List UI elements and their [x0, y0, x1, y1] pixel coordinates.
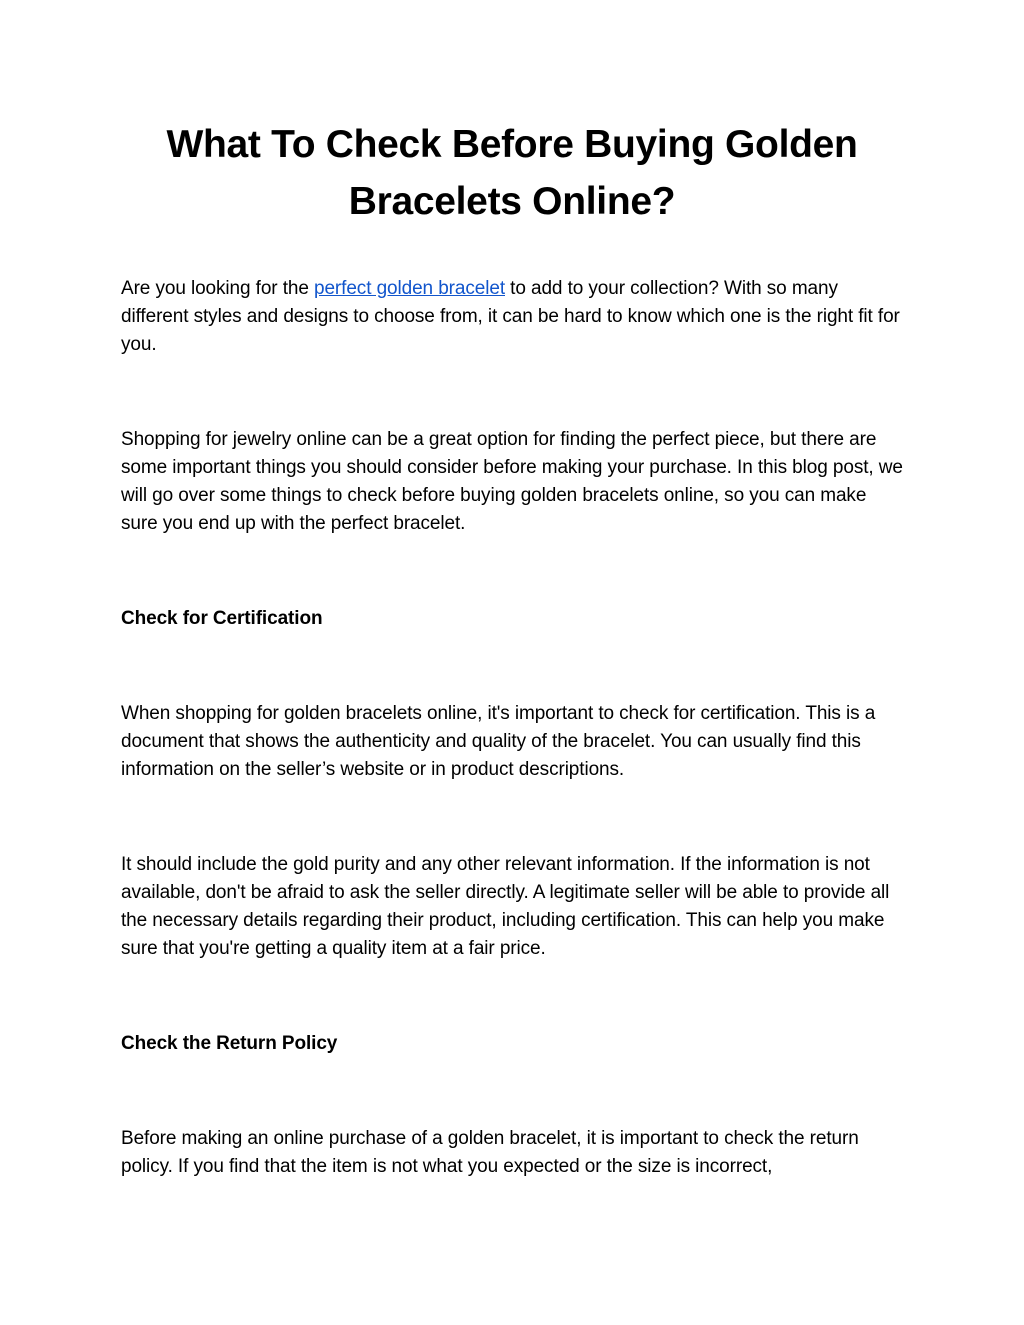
document-title: What To Check Before Buying Golden Bracelets Online? — [166, 123, 858, 223]
shopping-paragraph: Shopping for jewelry online can be a great option for finding the perfect piece, but there are some important things you should consider before making your purchase. In this blog post, we will go over some things to check before buying golden bracelets online, so you can make sure you end up with the perfect bracelet. — [121, 429, 903, 534]
return-policy-heading: Check the Return Policy — [121, 1033, 338, 1054]
perfect-golden-bracelet-link[interactable]: perfect golden bracelet — [314, 278, 505, 299]
intro-text-before-link: Are you looking for the — [121, 278, 314, 299]
return-policy-paragraph-1: Before making an online purchase of a golden bracelet, it is important to check the return policy. If you find that the item is not what you expected or the size is incorrect, — [121, 1128, 859, 1177]
certification-paragraph-2: It should include the gold purity and any other relevant information. If the information is not available, don't be afraid to ask the seller directly. A legitimate seller will be able to provide all the necessary details regarding their product, including certification. This can help you make sure that you're getting a quality item at a fair price. — [121, 854, 890, 959]
certification-paragraph-1: When shopping for golden bracelets online, it's important to check for certification. This is a document that shows the authenticity and quality of the bracelet. You can usually find this information on the seller’s website or in product descriptions. — [121, 703, 876, 780]
intro-text-after-link: to add to your collection? With so many different styles and designs to choose from, it can be hard to know which one is the right fit for you. — [121, 278, 900, 355]
intro-paragraph — [121, 275, 906, 359]
certification-heading: Check for Certification — [121, 608, 323, 629]
